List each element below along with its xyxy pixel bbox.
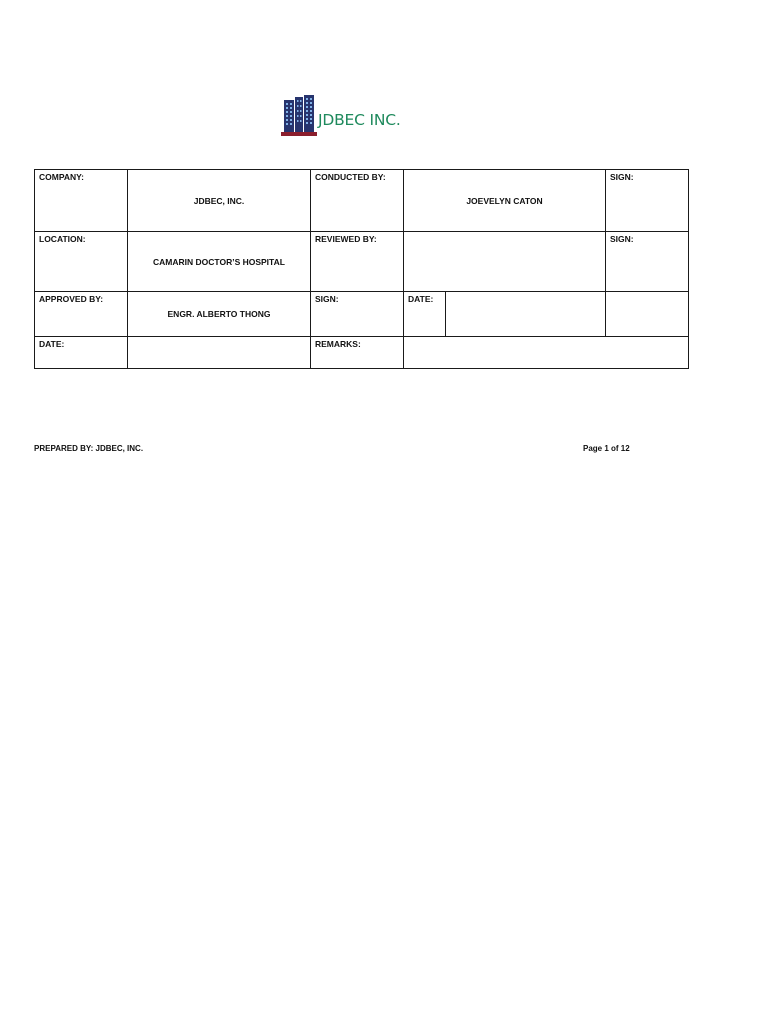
company-value[interactable]: JDBEC, INC.	[128, 170, 311, 232]
building-icon	[281, 94, 317, 136]
reviewed-by-label: REVIEWED BY:	[311, 232, 404, 292]
date-label: DATE:	[404, 292, 446, 337]
company-label: COMPANY:	[35, 170, 128, 232]
location-label: LOCATION:	[35, 232, 128, 292]
location-value[interactable]: CAMARIN DOCTOR’S HOSPITAL	[128, 232, 311, 292]
sign-label: SIGN:	[606, 170, 689, 232]
sign-value[interactable]	[606, 292, 689, 337]
remarks-value[interactable]	[404, 337, 689, 369]
date-label: DATE:	[35, 337, 128, 369]
conducted-by-label: CONDUCTED BY:	[311, 170, 404, 232]
info-table	[34, 169, 689, 369]
approved-by-value[interactable]: ENGR. ALBERTO THONG	[128, 292, 311, 337]
approved-by-label: APPROVED BY:	[35, 292, 128, 337]
page-number: Page 1 of 12	[583, 444, 630, 453]
prepared-by: PREPARED BY: JDBEC, INC.	[34, 444, 144, 453]
table-row	[35, 292, 689, 337]
reviewed-by-value[interactable]	[404, 232, 606, 292]
company-logo	[281, 94, 401, 136]
date-value[interactable]	[128, 337, 311, 369]
sign-label: SIGN:	[311, 292, 404, 337]
remarks-label: REMARKS:	[311, 337, 404, 369]
logo-text: JDBEC INC.	[318, 111, 401, 129]
table-row	[35, 232, 689, 292]
sign-label: SIGN:	[606, 232, 689, 292]
date-value[interactable]	[446, 292, 606, 337]
table-row	[35, 170, 689, 232]
table-row	[35, 337, 689, 369]
conducted-by-value[interactable]: JOEVELYN CATON	[404, 170, 606, 232]
